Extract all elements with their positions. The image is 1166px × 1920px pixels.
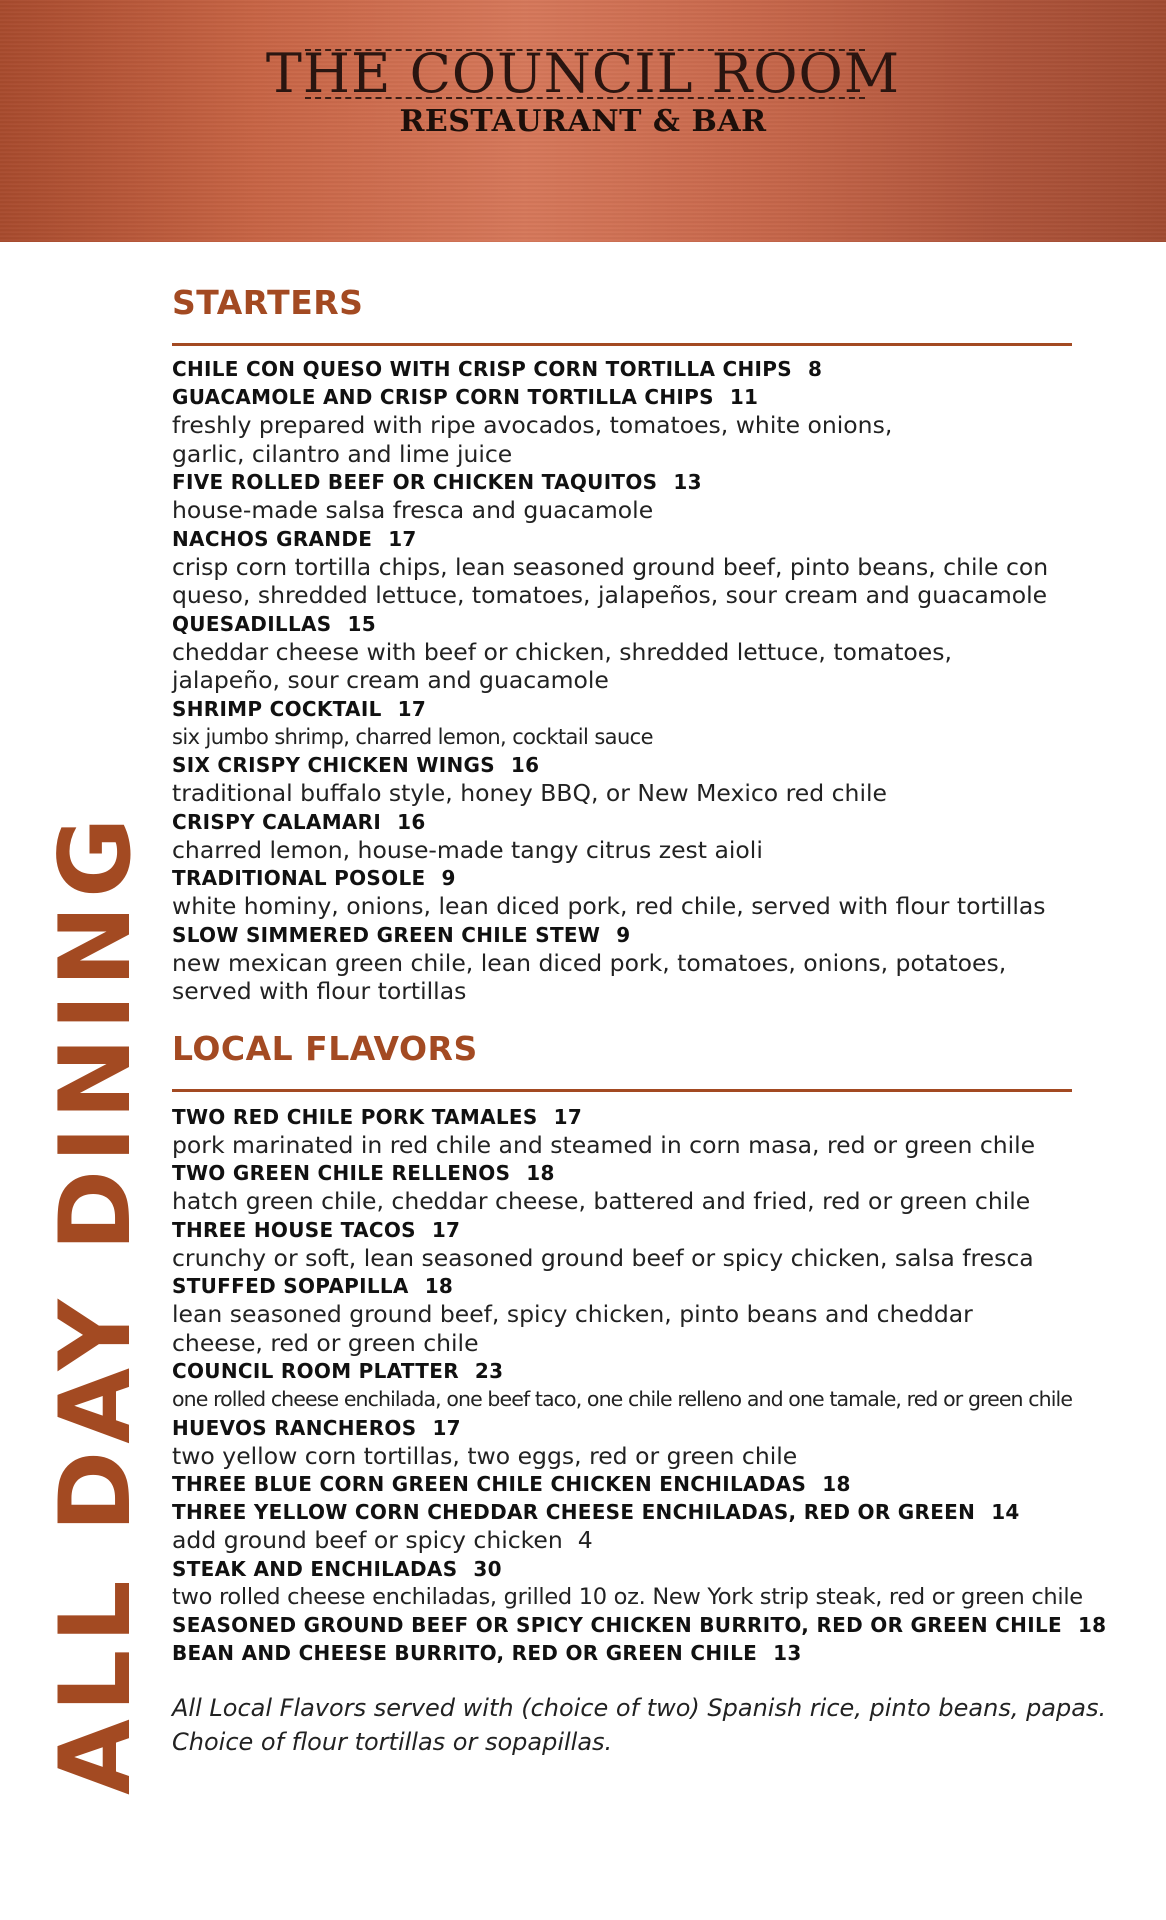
menu-item [172, 751, 1072, 808]
menu-item [172, 1357, 1072, 1414]
item-price: 18 [822, 1472, 851, 1496]
item-price: 17 [397, 696, 427, 721]
item-description: house-made salsa fresca and guacamole [172, 496, 654, 524]
item-price: 18 [526, 1161, 555, 1185]
item-price: 30 [473, 1556, 502, 1581]
item-description: six jumbo shrimp, charred lemon, cocktail sauce [172, 724, 653, 749]
menu-item [172, 1639, 1072, 1667]
menu-item [172, 525, 1072, 610]
item-price: 14 [991, 1500, 1020, 1524]
section-divider [172, 343, 1072, 346]
section-spacer [172, 1006, 1072, 1028]
item-price: 16 [510, 753, 540, 777]
menu-item [172, 610, 1072, 695]
menu-item [172, 1272, 1072, 1357]
item-price: 11 [729, 385, 759, 409]
item-name: GUACAMOLE AND CRISP CORN TORTILLA CHIPS [172, 385, 714, 409]
item-name: TWO GREEN CHILE RELLENOS [172, 1161, 511, 1185]
item-description: hatch green chile, cheddar cheese, battered and fried, red or green chile [172, 1187, 1031, 1215]
footnote [172, 1691, 1107, 1759]
footnote-line: Choice of flour tortillas or sopapillas. [172, 1728, 613, 1756]
item-description: new mexican green chile, lean diced pork, tomatoes, onions, potatoes, served with flour tortillas [172, 948, 1007, 1005]
item-name: COUNCIL ROOM PLATTER [172, 1359, 459, 1383]
item-name: FIVE ROLLED BEEF OR CHICKEN TAQUITOS [172, 470, 658, 494]
menu-item [172, 1470, 1072, 1498]
item-name: CRISPY CALAMARI [172, 809, 382, 834]
item-price: 18 [424, 1274, 454, 1298]
item-description: two rolled cheese enchiladas, grilled 10 oz. New York strip steak, red or green chile [172, 1583, 1083, 1610]
item-price: 17 [388, 526, 417, 551]
item-price: 8 [807, 357, 823, 381]
item-price: 13 [673, 470, 702, 494]
menu-item [172, 1555, 1083, 1612]
item-price: 9 [616, 922, 631, 947]
item-name: BEAN AND CHEESE BURRITO, RED OR GREEN CHILE [172, 1641, 758, 1665]
item-name: TRADITIONAL POSOLE [172, 866, 426, 890]
menu-item [172, 1498, 1072, 1555]
item-description: pork marinated in red chile and steamed in corn masa, red or green chile [172, 1130, 1036, 1159]
item-price: 17 [553, 1104, 583, 1129]
item-price: 9 [441, 866, 456, 890]
item-name: THREE HOUSE TACOS [172, 1217, 416, 1242]
item-name: SLOW SIMMERED GREEN CHILE STEW [172, 922, 601, 947]
item-description: white hominy, onions, lean diced pork, red chile, served with flour tortillas [172, 892, 1046, 920]
menu-item [172, 695, 1072, 752]
item-price: 17 [432, 1415, 461, 1440]
restaurant-subtitle: RESTAURANT & BAR [399, 104, 767, 139]
item-price: 18 [1077, 1613, 1107, 1637]
item-description: cheddar cheese with beef or chicken, shredded lettuce, tomatoes, jalapeño, sour cream and guacamole [172, 637, 952, 694]
footnote-line: All Local Flavors served with (choice of two) Spanish rice, pinto beans, papas. [172, 1694, 1107, 1722]
item-price: 23 [474, 1359, 504, 1383]
section-local-flavors [172, 1028, 1107, 1760]
section-title: STARTERS [172, 283, 364, 322]
restaurant-name: THE COUNCIL ROOM [265, 42, 901, 105]
item-price: 15 [347, 611, 376, 636]
item-description: lean seasoned ground beef, spicy chicken, pinto beans and cheddar cheese, red or green chile [172, 1300, 973, 1357]
item-name: THREE BLUE CORN GREEN CHILE CHICKEN ENCHILADAS [172, 1472, 807, 1496]
menu-item [172, 1216, 1072, 1273]
item-name: STUFFED SOPAPILLA [172, 1274, 409, 1298]
item-price: 17 [431, 1217, 461, 1242]
brand-rule-bottom [305, 97, 865, 99]
item-description: two yellow corn tortillas, two eggs, red or green chile [172, 1441, 798, 1470]
menu-item [172, 1159, 1072, 1216]
menu-item [172, 355, 1072, 383]
section-divider [172, 1089, 1072, 1092]
menu-item [172, 383, 1072, 468]
item-price: 13 [773, 1641, 802, 1665]
item-name: HUEVOS RANCHEROS [172, 1415, 417, 1440]
menu-item [172, 468, 1072, 525]
item-name: NACHOS GRANDE [172, 526, 373, 551]
item-description: add ground beef or spicy chicken 4 [172, 1526, 593, 1554]
item-name: STEAK AND ENCHILADAS [172, 1556, 458, 1581]
menu-item [172, 921, 1072, 1006]
item-description: one rolled cheese enchilada, one beef taco, one chile relleno and one tamale, red or green chile [172, 1387, 1073, 1411]
menu-item [172, 1414, 1072, 1471]
item-price: 16 [397, 809, 426, 834]
section-title: LOCAL FLAVORS [172, 1028, 478, 1068]
item-description: crisp corn tortilla chips, lean seasoned ground beef, pinto beans, chile con queso, shredded lettuce, tomatoes, jalapeños, sour cream and guacamole [172, 552, 1049, 609]
item-description: freshly prepared with ripe avocados, tomatoes, white onions, garlic, cilantro and lime juice [172, 411, 893, 468]
item-name: QUESADILLAS [172, 611, 332, 636]
item-description: traditional buffalo style, honey BBQ, or New Mexico red chile [172, 779, 887, 807]
item-name: CHILE CON QUESO WITH CRISP CORN TORTILLA CHIPS [172, 357, 792, 381]
menu-content [172, 282, 1107, 1759]
item-description: charred lemon, house-made tangy citrus zest aioli [172, 835, 763, 864]
menu-item [172, 864, 1072, 921]
menu-item [172, 808, 1072, 865]
item-description: crunchy or soft, lean seasoned ground beef or spicy chicken, salsa fresca [172, 1243, 1034, 1272]
header-banner [0, 0, 1166, 242]
item-name: SEASONED GROUND BEEF OR SPICY CHICKEN BURRITO, RED OR GREEN CHILE [172, 1613, 1062, 1637]
item-name: SIX CRISPY CHICKEN WINGS [172, 753, 495, 777]
vertical-title: ALL DAY DINING [39, 810, 153, 1795]
section-starters [172, 282, 1072, 1006]
item-name: SHRIMP COCKTAIL [172, 696, 382, 721]
item-name: THREE YELLOW CORN CHEDDAR CHEESE ENCHILADAS, RED OR GREEN [172, 1500, 976, 1524]
menu-item [172, 1611, 1107, 1639]
item-name: TWO RED CHILE PORK TAMALES [172, 1104, 538, 1129]
menu-item [172, 1103, 1072, 1160]
